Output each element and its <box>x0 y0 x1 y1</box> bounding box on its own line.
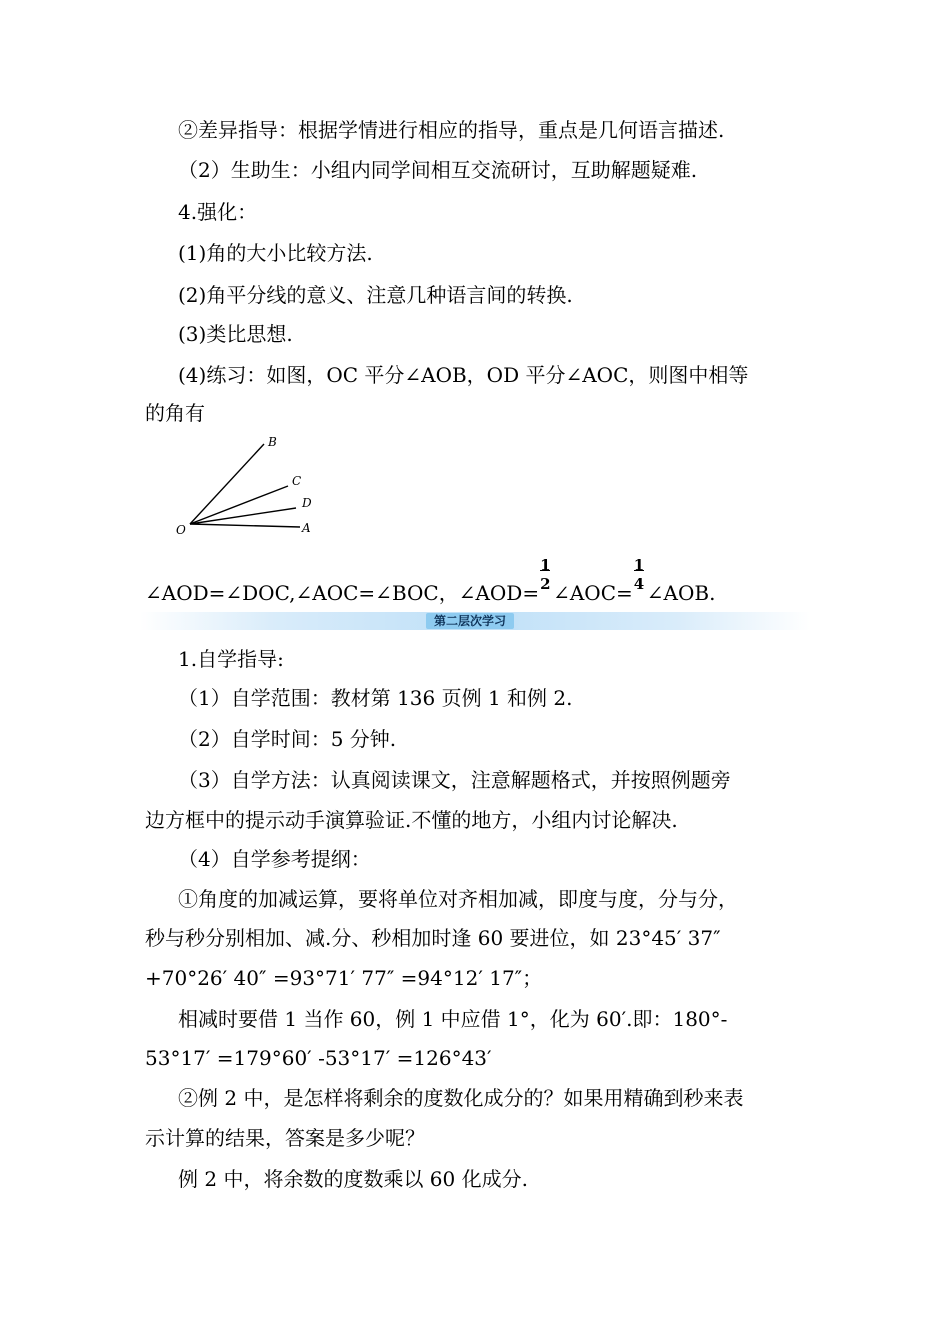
text-line: （3）自学方法：认真阅读课文，注意解题格式，并按照例题旁 <box>178 768 731 792</box>
ray-OC <box>190 486 288 524</box>
answer-part3: ∠AOB. <box>646 581 716 605</box>
text-line: 53°17′ =179°60′ -53°17′ =126°43′ <box>145 1046 492 1070</box>
text-line: 秒与秒分别相加、减.分、秒相加时逢 60 要进位，如 23°45′ 37″ <box>145 926 721 950</box>
fraction-one-half <box>539 556 553 600</box>
ray-OD <box>190 508 296 524</box>
text-line: 4.强化： <box>178 200 258 224</box>
ray-OB <box>190 444 264 524</box>
text-line: ②差异指导：根据学情进行相应的指导，重点是几何语言描述. <box>178 118 725 142</box>
label-D: D <box>302 496 312 510</box>
label-A: A <box>302 521 311 535</box>
label-C: C <box>292 474 302 488</box>
text-line: (1)角的大小比较方法. <box>178 241 373 265</box>
text-line: 例 2 中，将余数的度数乘以 60 化成分. <box>178 1167 528 1191</box>
fraction-denominator: 4 <box>633 575 645 593</box>
text-line: （2）生助生：小组内同学间相互交流研讨，互助解题疑难. <box>178 158 698 182</box>
text-line: ①角度的加减运算，要将单位对齐相加减，即度与度，分与分， <box>178 887 738 911</box>
text-line: (3)类比思想. <box>178 322 293 346</box>
fraction-one-quarter <box>633 556 647 600</box>
text-line: 1.自学指导: <box>178 647 284 671</box>
text-line: 相减时要借 1 当作 60，例 1 中应借 1°，化为 60′.即：180°- <box>178 1007 728 1031</box>
label-B: B <box>268 435 277 449</box>
answer-line <box>145 556 716 606</box>
answer-part1: ∠AOD=∠DOC,∠AOC=∠BOC，∠AOD= <box>145 581 540 605</box>
text-line: 示计算的结果，答案是多少呢？ <box>145 1126 425 1150</box>
text-line: ②例 2 中，是怎样将剩余的度数化成分的？如果用精确到秒来表 <box>178 1086 744 1110</box>
text-line: +70°26′ 40″ =93°71′ 77″ =94°12′ 17″； <box>145 966 543 990</box>
text-line: (4)练习：如图，OC 平分∠AOB，OD 平分∠AOC，则图中相等 <box>178 363 749 387</box>
text-line: （2）自学时间：5 分钟. <box>178 727 397 751</box>
fraction-numerator: 1 <box>633 556 645 574</box>
label-O: O <box>176 523 186 537</box>
text-line: 边方框中的提示动手演算验证.不懂的地方，小组内讨论解决. <box>145 808 678 832</box>
fraction-numerator: 1 <box>540 556 551 574</box>
text-line: （1）自学范围：教材第 136 页例 1 和例 2. <box>178 686 573 710</box>
answer-part2: ∠AOC= <box>553 581 633 605</box>
section-banner-title: 第二层次学习 <box>426 613 514 629</box>
text-line: （4）自学参考提纲： <box>178 847 371 871</box>
fraction-denominator: 2 <box>540 575 551 593</box>
angle-figure <box>168 430 338 545</box>
text-line: 的角有 <box>145 401 205 425</box>
text-line: (2)角平分线的意义、注意几种语言间的转换. <box>178 283 573 307</box>
ray-OA <box>190 524 300 527</box>
